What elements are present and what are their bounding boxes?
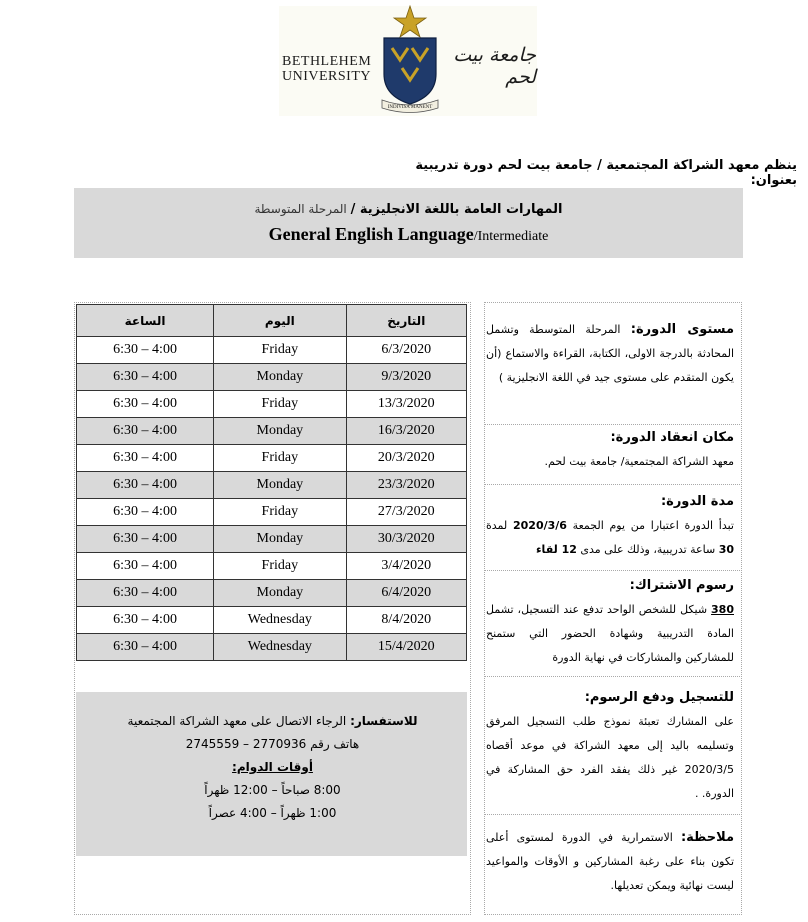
header-day: اليوم bbox=[214, 305, 346, 337]
fees-heading: رسوم الاشتراك: bbox=[629, 578, 734, 593]
registration-deadline: 2020/3/5 bbox=[684, 763, 734, 776]
duration-meetings: 12 لقاء bbox=[535, 543, 577, 556]
cell-time: 6:30 – 4:00 bbox=[77, 553, 214, 580]
table-row bbox=[77, 553, 467, 580]
separator bbox=[485, 570, 740, 571]
inquiry-label: للاستفسار: bbox=[350, 714, 418, 728]
separator bbox=[485, 814, 740, 815]
section-registration bbox=[486, 686, 734, 806]
cell-time: 6:30 – 4:00 bbox=[77, 499, 214, 526]
inquiry-contact: الرجاء الاتصال على معهد الشراكة المجتمعية bbox=[127, 714, 351, 728]
cell-day: Monday bbox=[214, 364, 346, 391]
cell-day: Wednesday bbox=[214, 607, 346, 634]
cell-day: Friday bbox=[214, 499, 346, 526]
venue-heading: مكان انعقاد الدورة: bbox=[610, 430, 734, 445]
duration-hours: 30 bbox=[718, 543, 734, 556]
inquiry-text bbox=[90, 710, 455, 825]
duration-text-b: لمدة bbox=[486, 519, 513, 532]
table-row bbox=[77, 580, 467, 607]
cell-time: 6:30 – 4:00 bbox=[77, 526, 214, 553]
registration-text bbox=[486, 710, 734, 806]
logo-name-line2: UNIVERSITY bbox=[282, 69, 371, 84]
schedule-table bbox=[76, 304, 467, 661]
note-heading: ملاحظة: bbox=[680, 830, 734, 845]
cell-date: 27/3/2020 bbox=[346, 499, 466, 526]
separator bbox=[485, 484, 740, 485]
cell-day: Friday bbox=[214, 445, 346, 472]
fees-amount: 380 bbox=[711, 603, 734, 616]
cell-time: 6:30 – 4:00 bbox=[77, 418, 214, 445]
cell-date: 9/3/2020 bbox=[346, 364, 466, 391]
table-row bbox=[77, 526, 467, 553]
logo-name-en bbox=[282, 54, 382, 84]
table-row bbox=[77, 337, 467, 364]
cell-time: 6:30 – 4:00 bbox=[77, 634, 214, 661]
section-venue bbox=[486, 426, 734, 474]
cell-day: Monday bbox=[214, 526, 346, 553]
cell-date: 6/4/2020 bbox=[346, 580, 466, 607]
level-heading: مستوى الدورة: bbox=[630, 322, 734, 337]
venue-text: معهد الشراكة المجتمعية/ جامعة بيت لحم. bbox=[544, 455, 734, 468]
cell-date: 16/3/2020 bbox=[346, 418, 466, 445]
cell-date: 30/3/2020 bbox=[346, 526, 466, 553]
header-time: الساعة bbox=[77, 305, 214, 337]
cell-date: 23/3/2020 bbox=[346, 472, 466, 499]
hours-title: أوقات الدوام: bbox=[232, 760, 313, 774]
cell-time: 6:30 – 4:00 bbox=[77, 607, 214, 634]
table-row bbox=[77, 418, 467, 445]
duration-heading: مدة الدورة: bbox=[660, 494, 734, 509]
table-row bbox=[77, 634, 467, 661]
section-fees bbox=[486, 574, 734, 670]
inquiry-phone: هاتف رقم 2770936 – 2745559 bbox=[185, 737, 360, 751]
cell-day: Friday bbox=[214, 337, 346, 364]
cell-time: 6:30 – 4:00 bbox=[77, 391, 214, 418]
separator bbox=[485, 676, 740, 677]
cell-time: 6:30 – 4:00 bbox=[77, 472, 214, 499]
course-title-box bbox=[74, 188, 743, 258]
cell-time: 6:30 – 4:00 bbox=[77, 445, 214, 472]
cell-date: 3/4/2020 bbox=[346, 553, 466, 580]
hours-title-wrap bbox=[90, 756, 455, 779]
schedule-header-row bbox=[77, 305, 467, 337]
course-title-en-main: General English Language bbox=[268, 224, 474, 244]
section-duration bbox=[486, 490, 734, 562]
section-level bbox=[486, 318, 734, 390]
course-title-ar-main: المهارات العامة باللغة الانجليزية / bbox=[350, 202, 563, 217]
cell-date: 20/3/2020 bbox=[346, 445, 466, 472]
cell-date: 13/3/2020 bbox=[346, 391, 466, 418]
hours-afternoon: 1:00 ظهراً – 4:00 عصراً bbox=[208, 806, 337, 820]
cell-day: Friday bbox=[214, 553, 346, 580]
duration-start-date: 2020/3/6 bbox=[512, 519, 567, 532]
cell-date: 15/4/2020 bbox=[346, 634, 466, 661]
intro-line: ينظم معهد الشراكة المجتمعية / جامعة بيت لحم دورة تدريبية بعنوان: bbox=[415, 158, 797, 188]
inquiry-line1 bbox=[90, 710, 455, 733]
separator bbox=[485, 424, 740, 425]
logo-name-line1: BETHLEHEM bbox=[282, 54, 372, 69]
duration-text-c: ساعة تدريبية، وذلك على مدى bbox=[576, 543, 719, 556]
header-date: التاريخ bbox=[346, 305, 466, 337]
course-title-en bbox=[74, 224, 743, 245]
hours-morning: 8:00 صباحاً – 12:00 ظهراً bbox=[204, 783, 341, 797]
cell-day: Monday bbox=[214, 472, 346, 499]
cell-date: 8/4/2020 bbox=[346, 607, 466, 634]
note-text: الاستمرارية في الدورة لمستوى أعلى تكون بناء على رغبة المشاركين و الأوقات والمواعيد ليست نهائية ويمكن تعديلها. bbox=[486, 831, 734, 892]
table-row bbox=[77, 607, 467, 634]
cell-day: Monday bbox=[214, 580, 346, 607]
duration-text bbox=[486, 514, 734, 562]
course-title-ar bbox=[74, 202, 743, 217]
table-row bbox=[77, 445, 467, 472]
table-row bbox=[77, 391, 467, 418]
logo-name-ar: جامعة بيت لحم bbox=[453, 44, 536, 88]
cell-day: Friday bbox=[214, 391, 346, 418]
cell-time: 6:30 – 4:00 bbox=[77, 337, 214, 364]
crest-motto: INDIVISA MANENT bbox=[387, 105, 433, 110]
cell-date: 6/3/2020 bbox=[346, 337, 466, 364]
registration-text-a: على المشارك تعبئة نموذج طلب التسجيل المرفق وتسليمه باليد إلى معهد الشراكة في موعد أقصاه bbox=[486, 715, 734, 752]
table-row bbox=[77, 364, 467, 391]
registration-heading: للتسجيل ودفع الرسوم: bbox=[584, 690, 734, 705]
university-crest-icon bbox=[380, 4, 440, 116]
table-row bbox=[77, 499, 467, 526]
fees-text bbox=[486, 598, 734, 670]
course-title-ar-level: المرحلة المتوسطة bbox=[254, 202, 351, 216]
cell-day: Wednesday bbox=[214, 634, 346, 661]
section-note bbox=[486, 826, 734, 898]
cell-time: 6:30 – 4:00 bbox=[77, 580, 214, 607]
fees-description: شيكل للشخص الواحد تدفع عند التسجيل، تشمل المادة التدريبية وشهادة الحضور التي ستمنح للمشاركين والمشاركات في نهاية الدورة bbox=[486, 603, 734, 664]
duration-text-a: تبدأ الدورة اعتبارا من يوم الجمعة bbox=[566, 519, 734, 532]
cell-day: Monday bbox=[214, 418, 346, 445]
cell-time: 6:30 – 4:00 bbox=[77, 364, 214, 391]
table-row bbox=[77, 472, 467, 499]
level-text: المرحلة المتوسطة وتشمل المحادثة بالدرجة الاولى، الكتابة، القراءة والاستماع (أن يكون المتقدم على مستوى جيد في اللغة الانجليزية ) bbox=[486, 323, 734, 384]
registration-text-b: غير ذلك يفقد الفرد حق المشاركة في الدورة. . bbox=[486, 763, 734, 800]
course-title-en-level: /Intermediate bbox=[473, 229, 549, 244]
